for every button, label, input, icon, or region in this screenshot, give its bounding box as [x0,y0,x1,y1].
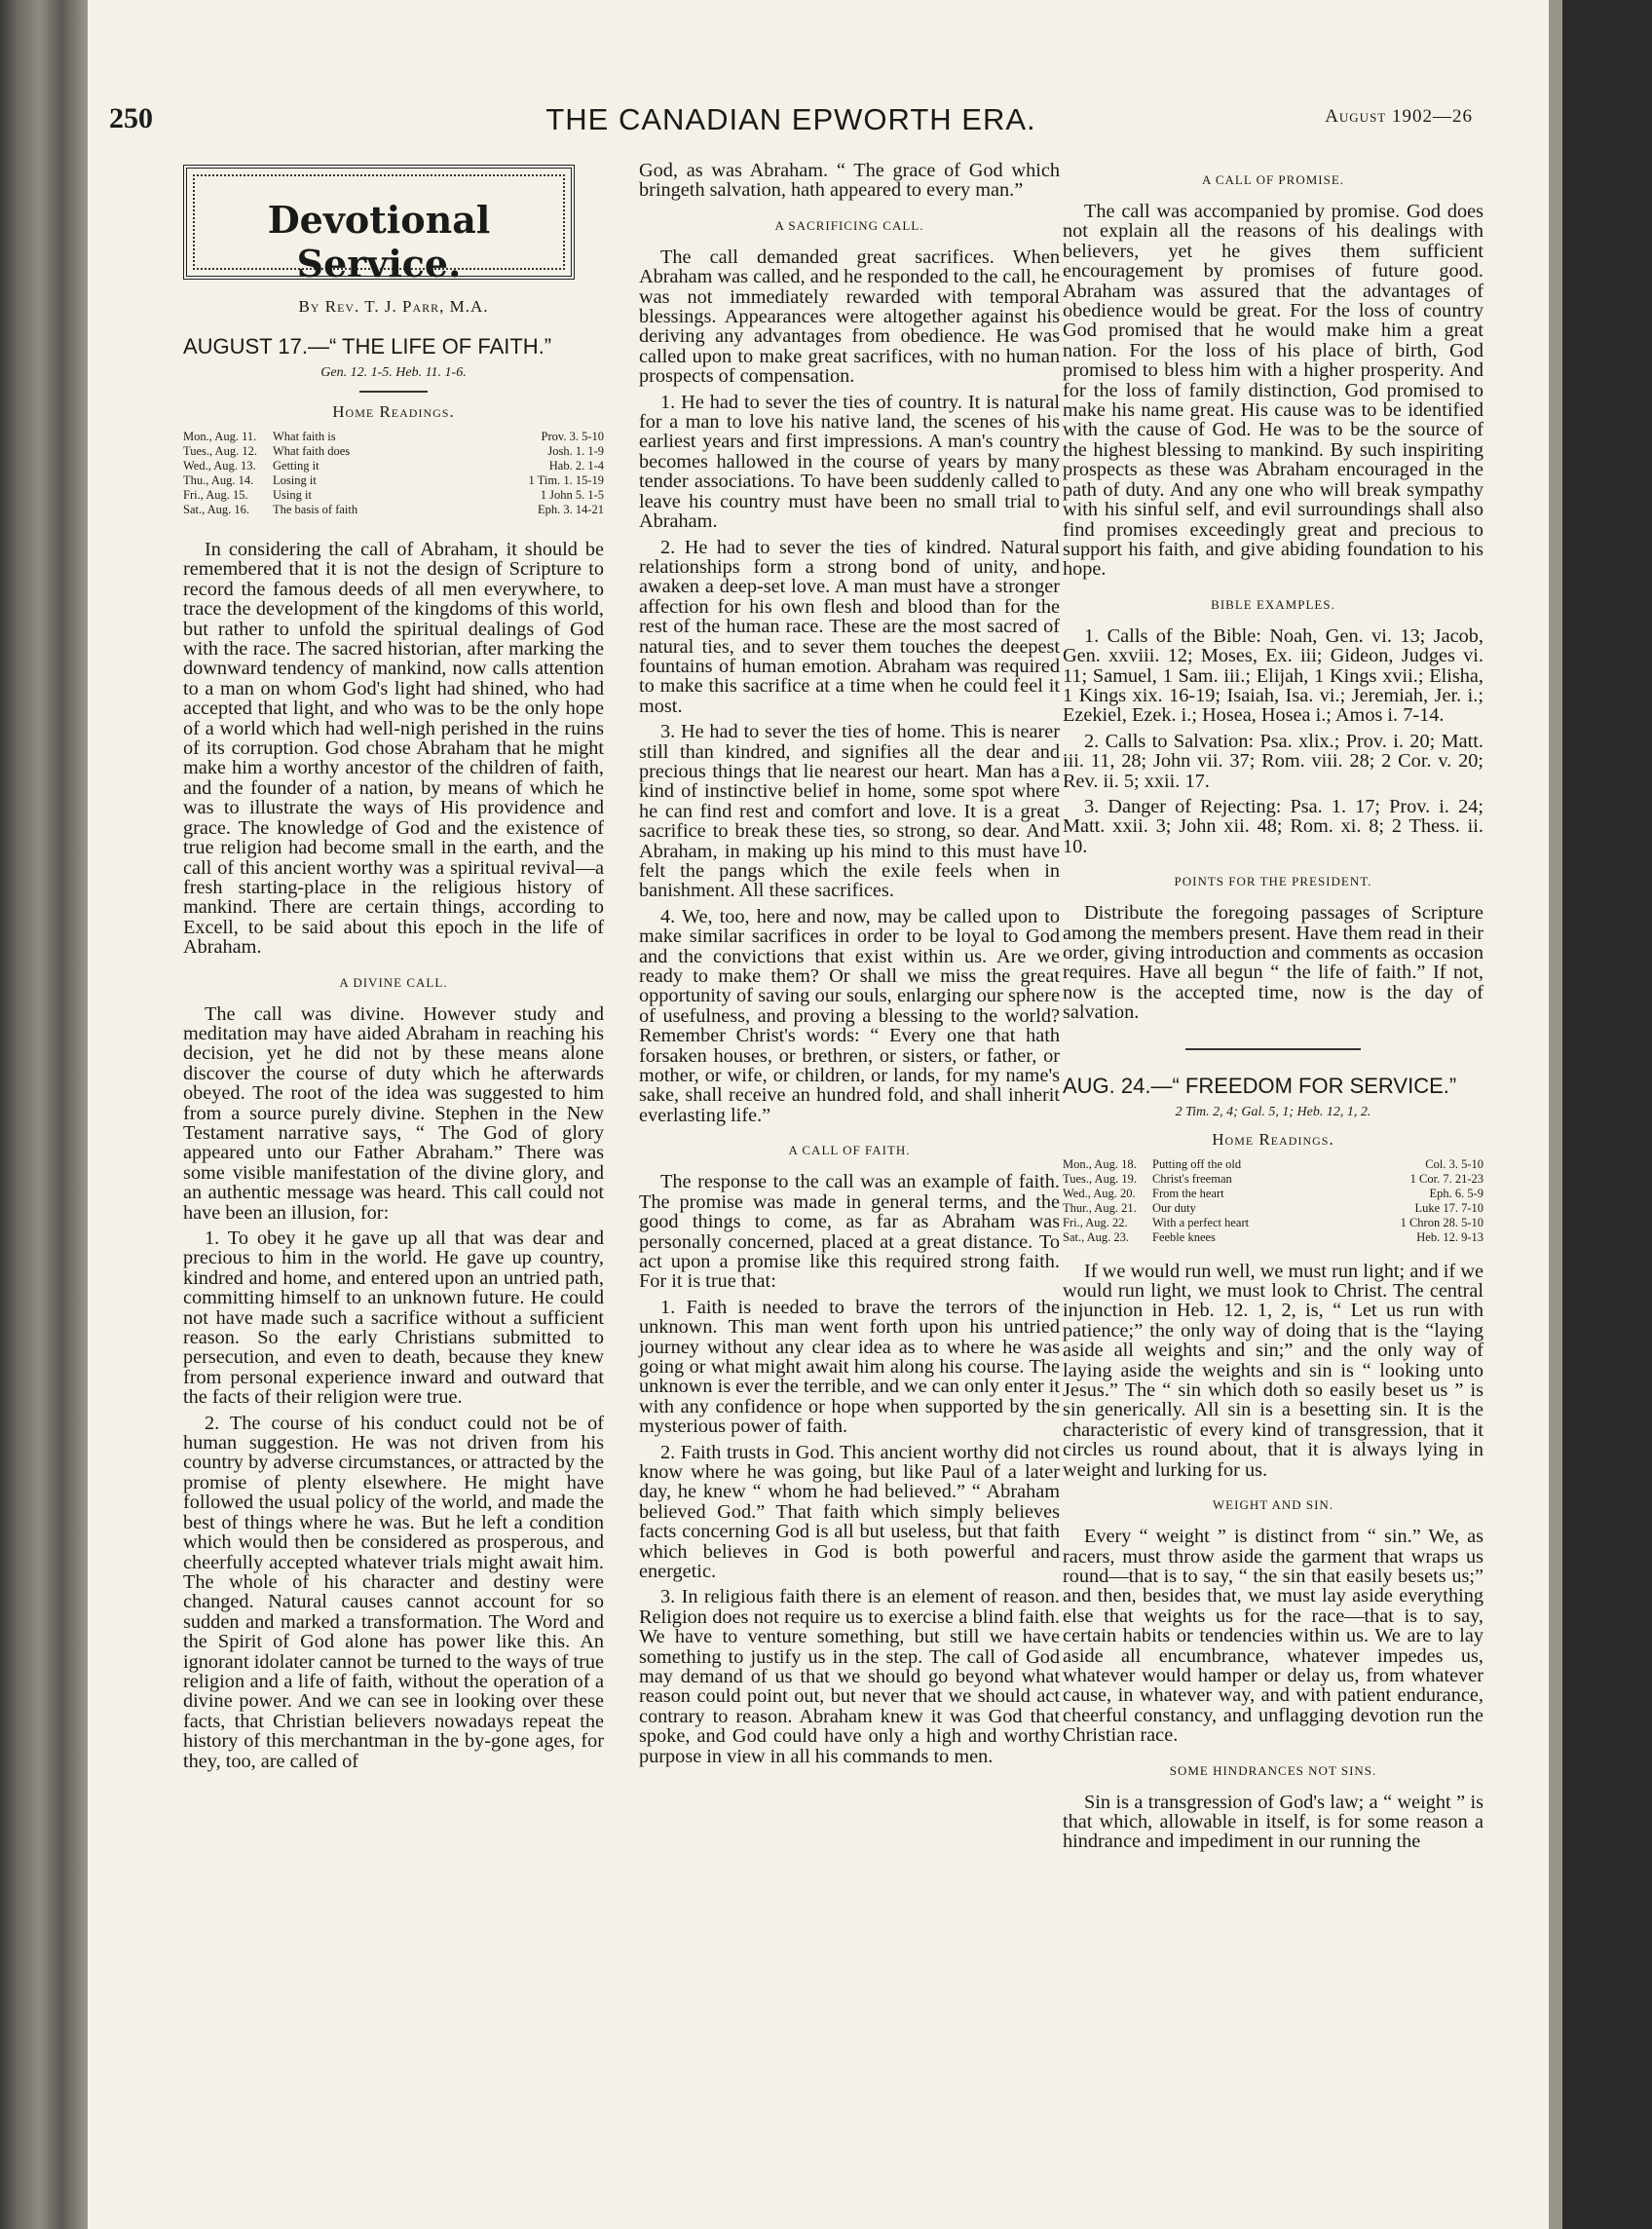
body-paragraph: 3. In religious faith there is an element of reason. Religion does not require us to exercise a blind faith. We have to venture something, but still we have something to justify us in the step. The call of God may demand of us that we should go beyond what reason could point out, but never that we should act contrary to reason. Abraham knew it was God that spoke, and God could have only a high and worthy purpose in view in all his commands to men. [639,1586,1060,1767]
dark-page-edge [1549,0,1652,2229]
book-binding [0,0,88,2229]
short-rule [359,391,428,393]
home-readings-table [183,430,604,516]
banner-title: Devotional Service. [267,198,491,285]
body-paragraph: 3. Danger of Rejecting: Psa. 1. 17; Prov. i. 24; Matt. xxii. 3; John xii. 48; Rom. xi. 8; 2 Thess. ii. 10. [1063,795,1483,857]
reading-row: Fri., Aug. 15. Using it 1 John 5. 1-5 [183,488,604,502]
body-paragraph: 2. Calls to Salvation: Psa. xlix.; Prov. i. 20; Matt. iii. 11, 28; John vii. 37; Rom. viii. 28; 2 Cor. v. 20; Rev. ii. 5; xxii. 17. [1063,730,1483,792]
section-divider [1185,1048,1361,1050]
journal-title: THE CANADIAN EPWORTH ERA. [545,102,1036,136]
home-readings-table [1063,1157,1483,1244]
body-paragraph: The response to the call was an example of faith. The promise was made in general terms, and the good things to come, as far as Abraham was personally concerned, placed at a great distance. To act upon a promise like this required strong faith. For it is true that: [639,1171,1060,1293]
lesson-title: AUG. 24.—“ FREEDOM FOR SERVICE.” [1063,1073,1457,1098]
running-header [109,102,1473,141]
body-paragraph: The call demanded great sacrifices. When Abraham was called, and he responded to the call, he was not immediately rewarded with temporal blessings. Appearances were altogether against his deriving any advantages from obedience. He was called upon to make great sacrifices, with no human prospects of compensation. [639,246,1060,388]
column-1 [183,161,604,1777]
section-heading: A CALL OF PROMISE. [1201,172,1345,187]
body-paragraph: 1. To obey it he gave up all that was dear and precious to him in the world. He gave up country, kindred and home, and entered upon an untried path, committing himself to an unknown future. He could not have made such a sacrifice without a sufficient reason. So the early Christians submitted to persecution, and even to death, because they knew from personal experience inward and outward that the facts of their religion were true. [183,1228,604,1409]
body-paragraph: Sin is a transgression of God's law; a “ weight ” is that which, allowable in itself, is for some reason a hindrance and impediment in our running the [1063,1791,1483,1853]
column-3 [1063,161,1483,1858]
reading-row: Mon., Aug. 18. Putting off the old Col. 3. 5-10 [1063,1156,1483,1171]
body-paragraph: 3. He had to sever the ties of home. This is nearer still than kindred, and signifies all the dear and precious things that lie nearest our heart. Man has a kind of instinctive belief in home, some spot where he can find rest and comfort and love. It is a great sacrifice to break these ties, so strong, so dear. And Abraham, in making up his mind to this must have felt the pangs which the exile feels when in banishment. All these sacrifices. [639,721,1060,902]
issue-date: August 1902—26 [1325,106,1473,127]
section-heading: SOME HINDRANCES NOT SINS. [1169,1762,1377,1778]
section-banner [183,165,575,285]
section-heading: A DIVINE CALL. [339,974,448,990]
author-byline: By Rev. T. J. Parr, M.A. [298,297,489,316]
home-readings-title: Home Readings. [1212,1129,1334,1149]
section-heading: POINTS FOR THE PRESIDENT. [1174,874,1372,889]
body-paragraph: 1. Faith is needed to brave the terrors of the unknown. This man went forth upon his untried journey without any clear idea as to where he was going or what might await him along his course. The unknown is ever the terrible, and we can only enter it with any confidence or hope when supported by the mysterious power of faith. [639,1296,1060,1438]
body-paragraph: 1. He had to sever the ties of country. It is natural for a man to love his native land, the scenes of his earliest years and first impressions. A man's country becomes hallowed in the course of years by many tender associations. To have been suddenly called to leave his country must have been no small trial to Abraham. [639,391,1060,533]
body-paragraph: If we would run well, we must run light; and if we would run light, we must look to Christ. The central injunction in Heb. 12. 1, 2, is, “ Let us run with patience;” the only way of doing that is the “laying aside all weights and sin;” and the only way of laying aside the weights and sin is “ looking unto Jesus.” The “ sin which doth so easily beset us ” is sin generically. All sin is a besetting sin. It is the characteristic of every kind of transgression, that it circles us round about, that it is always lying in weight and lurking for us. [1063,1260,1483,1481]
body-paragraph: The call was divine. However study and meditation may have aided Abraham in reaching his decision, yet he did not by these means alone discover the course of duty which he afterwards obeyed. The root of the idea was suggested to him from a source purely divine. Stephen in the New Testament narrative says, “ The God of glory appeared unto our Father Abraham.” There was some visible manifestation of the divine glory, and an authentic message was heard. This call could not have been an illusion, for: [183,1002,604,1224]
lesson-refs: Gen. 12. 1-5. Heb. 11. 1-6. [320,365,467,380]
body-paragraph: 1. Calls of the Bible: Noah, Gen. vi. 13; Jacob, Gen. xxviii. 12; Moses, Ex. iii; Gideon, Judges vi. 11; Samuel, 1 Sam. iii.; Elijah, 1 Kings xvii.; Elisha, 1 Kings xix. 16-19; Isaiah, Isa. vi.; Jeremiah, Jer. i.; Ezekiel, Ezek. i.; Hosea, Hosea i.; Amos i. 7-14. [1063,624,1483,727]
page-number: 250 [109,102,153,134]
home-readings-title: Home Readings. [332,402,455,421]
body-paragraph: Every “ weight ” is distinct from “ sin.” We, as racers, must throw aside the garment that wraps us round—that is to say, “ the sin that easily besets us;” and then, besides that, we must lay aside everything else that weights us for the race—that is to say, certain habits or tendencies within us. We are to lay aside all encumbrance, whatever impedes us, whatever would hamper or delay us, from whatever cause, in whatever way, and with patient endurance, cheerful constancy, and unflagging devotion run the Christian race. [1063,1526,1483,1747]
reading-row: Sat., Aug. 23. Feeble knees Heb. 12. 9-13 [1063,1229,1483,1244]
body-paragraph: Distribute the foregoing passages of Scripture among the members present. Have them read in their order, giving introduction and comments as occasion requires. Have all begun “ the life of faith.” If not, now is the accepted time, now is the day of salvation. [1063,902,1483,1024]
reading-row: Sat., Aug. 16. The basis of faith Eph. 3. 14-21 [183,503,604,516]
body-paragraph: 2. Faith trusts in God. This ancient worthy did not know where he was going, but like Paul of a later day, he knew “ whom he had believed.” “ Abraham believed God.” That faith which simply believes facts concerning God is all but useless, but that faith which believes in God is both powerful and energetic. [639,1441,1060,1582]
body-paragraph: 4. We, too, here and now, may be called upon to make similar sacrifices in order to be loyal to God and the convictions that exist within us. Are we ready to make them? Or shall we miss the great opportunity of saving our souls, enlarging our sphere of usefulness, and proving a blessing to the world? Remember Christ's words: “ Every one that hath forsaken houses, or brethren, or sisters, or father, or mother, or wife, or children, or lands, for my name's sake, shall receive an hundred fold, and shall inherit everlasting life.” [639,905,1060,1126]
column-2 [639,161,1060,1772]
reading-row: Wed., Aug. 20. From the heart Eph. 6. 5-9 [1063,1186,1483,1200]
lesson-title: AUGUST 17.—“ THE LIFE OF FAITH.” [183,334,552,359]
reading-row: Tues., Aug. 19. Christ's freeman 1 Cor. 7. 21-23 [1063,1171,1483,1186]
body-paragraph: The call was accompanied by promise. God does not explain all the reasons of his dealings with believers, yet he gives them sufficient encouragement by promises of future good. Abraham was assured that the advantages of obedience would be great. For the loss of country God promised that he would make him a great nation. For the loss of his place of birth, God promised to bless him with a higher prosperity. And for the loss of family distinction, God promised to make his name great. His cause was to be identified with the cause of God. He was to be the source of the highest blessing to mankind. By such inspiriting prospects as these was Abraham encouraged in the path of duty. And any one who will break sympathy with his sinful self, and evil surroundings shall also find promises exceedingly great and precious to support his faith, and give abiding foundation to his hope. [1063,201,1483,581]
lesson-refs: 2 Tim. 2, 4; Gal. 5, 1; Heb. 12, 1, 2. [1175,1104,1371,1119]
reading-row: Fri., Aug. 22. With a perfect heart 1 Chron 28. 5-10 [1063,1215,1483,1229]
body-paragraph: 2. The course of his conduct could not be of human suggestion. He was not driven from his country by adverse circumstances, or attracted by the promise of plenty elsewhere. He might have followed the usual policy of the world, and made the best of things where he was. But he left a condition which would then be considered as prosperous, and cheerfully accepted whatever trials might await him. The whole of his character and destiny were changed. Natural causes cannot account for so sudden and marked a transformation. The Word and the Spirit of God alone has power like this. An ignorant idolater cannot be turned to the ways of true religion and a life of faith, without the operation of a divine power. And we can see in looking over these facts, that Christian believers nowadays repeat the history of this merchantman in the by-gone ages, for they, too, are called of [183,1412,604,1772]
section-heading: A SACRIFICING CALL. [774,217,924,233]
reading-row: Thu., Aug. 14. Losing it 1 Tim. 1. 15-19 [183,473,604,487]
body-paragraph: 2. He had to sever the ties of kindred. Natural relationships form a strong bond of unity, and awaken a deep-set love. A man must have a stronger affection for his own flesh and blood than for the rest of the human race. These are the most sacred of natural ties, and to sever them touches the deepest fountains of human emotion. Abraham was required to make this sacrifice at a time when he could feel it most. [639,536,1060,717]
intro-paragraph: In considering the call of Abraham, it should be remembered that it is not the design of Scripture to record the famous deeds of all men everywhere, to trace the development of the kingdoms of this world, but rather to unfold the spiritual dealings of God with the race. The sacred historian, after marking the downward tendency of mankind, now calls attention to a man on whom God's light had shined, who had accepted that light, and who was to be the only hope of a world which had well-nigh perished in the ruins of its corruption. God chose Abraham that he might make him a worthy ancestor of the children of faith, and the founder of a nation, by means of which he was to illustrate the ways of His providence and grace. The knowledge of God and the existence of true religion had become small in the earth, and the call of this ancient worthy was a spiritual revival—a fresh starting-place in the religious history of mankind. There are certain things, according to Excell, to be said about this epoch in the life of Abraham. [183,539,604,959]
section-heading: A CALL OF FAITH. [788,1143,911,1158]
reading-row: Mon., Aug. 11. What faith is Prov. 3. 5-10 [183,430,604,443]
reading-row: Thur., Aug. 21. Our duty Luke 17. 7-10 [1063,1200,1483,1215]
reading-row: Tues., Aug. 12. What faith does Josh. 1. 1-9 [183,444,604,458]
section-heading: WEIGHT AND SIN. [1212,1497,1334,1513]
reading-row: Wed., Aug. 13. Getting it Hab. 2. 1-4 [183,459,604,472]
section-heading: BIBLE EXAMPLES. [1211,596,1335,612]
continued-paragraph: God, as was Abraham. “ The grace of God which bringeth salvation, hath appeared to every man.” [639,160,1060,202]
